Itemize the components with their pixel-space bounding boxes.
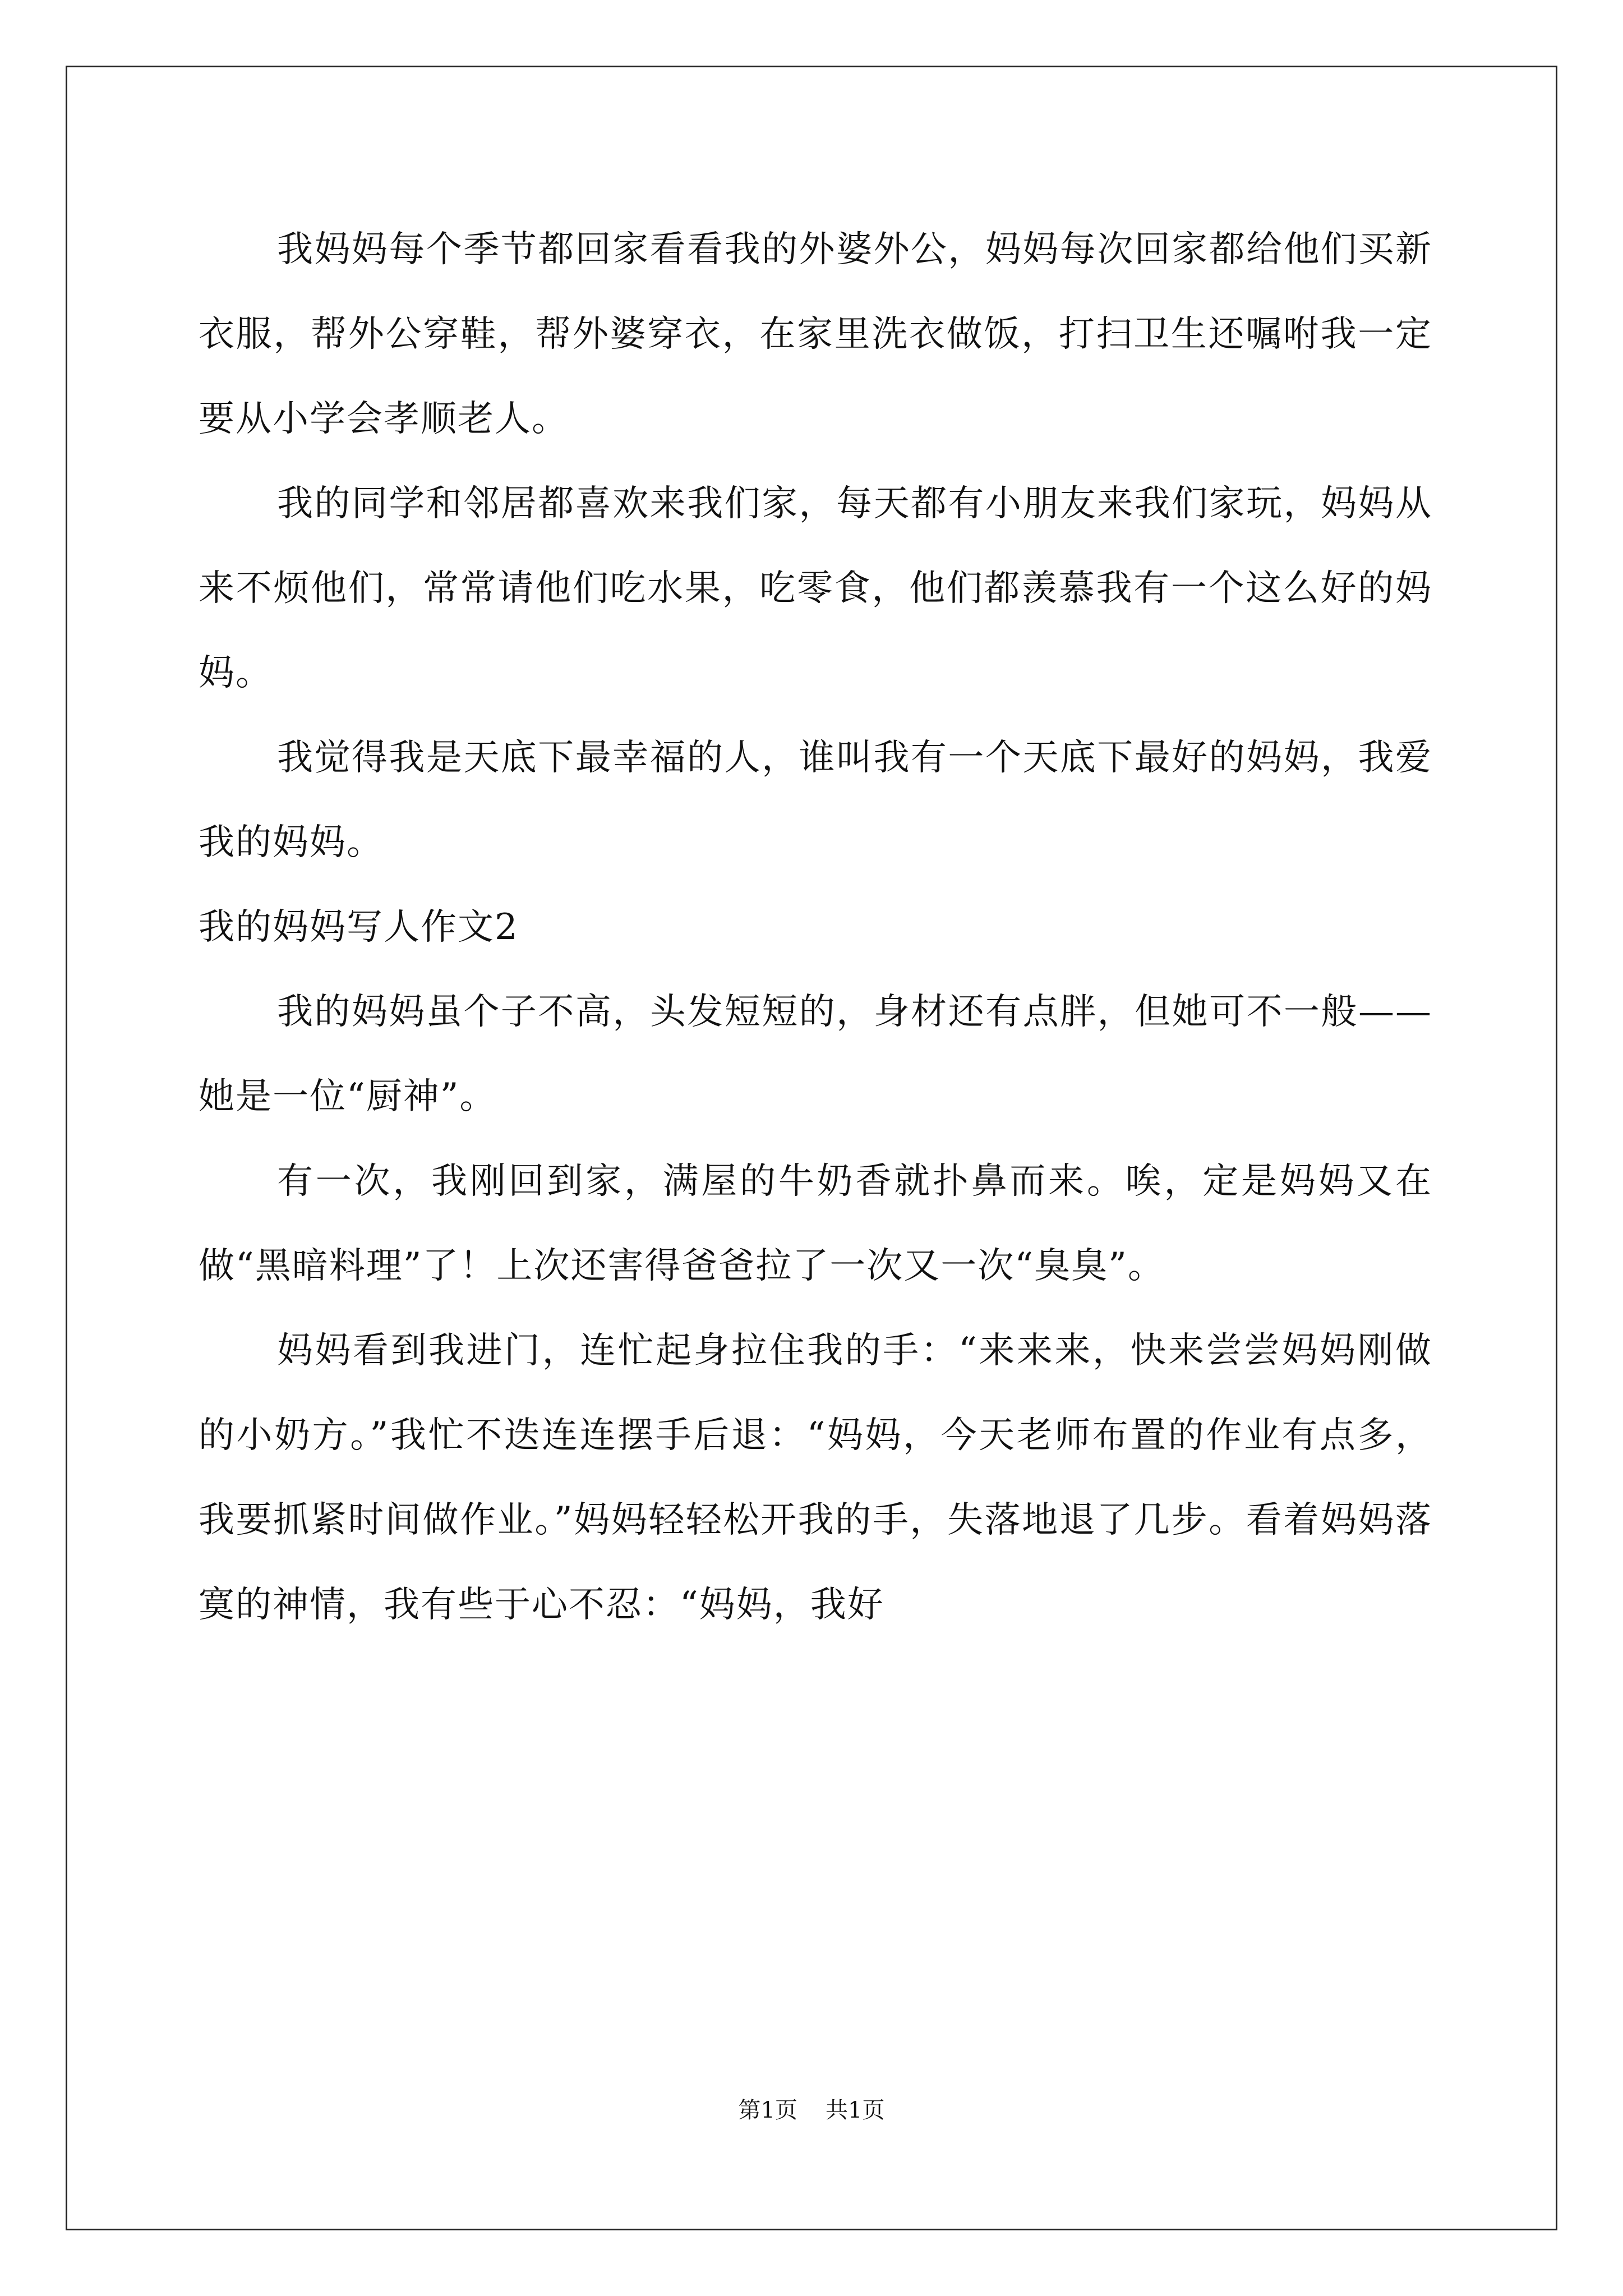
paragraph: 我的同学和邻居都喜欢来我们家，每天都有小朋友来我们家玩，妈妈从来不烦他们，常常请他们吃水果，吃零食，他们都羡慕我有一个这么好的妈妈。 (199, 483, 1432, 694)
paragraph: 妈妈看到我进门，连忙起身拉住我的手：“来来来，快来尝尝妈妈刚做的小奶方。”我忙不迭连连摆手后退：“妈妈，今天老师布置的作业有点多，我要抓紧时间做作业。”妈妈轻轻松开我的手，失落地退了几步。看着妈妈落寞的神情，我有些于心不忍：“妈妈，我好 (199, 1330, 1432, 1626)
paragraph: 有一次，我刚回到家，满屋的牛奶香就扑鼻而来。唉，定是妈妈又在做“黑暗料理”了！上次还害得爸爸拉了一次又一次“臭臭”。 (199, 1161, 1432, 1287)
page-number: 第1页 (738, 2097, 797, 2123)
section-heading: 我的妈妈写人作文2 (199, 907, 519, 948)
document-body (199, 208, 1432, 1648)
page-footer (0, 2096, 1623, 2124)
paragraph: 我觉得我是天底下最幸福的人，谁叫我有一个天底下最好的妈妈，我爱我的妈妈。 (199, 737, 1432, 863)
paragraph: 我的妈妈虽个子不高，头发短短的，身材还有点胖，但她可不一般——她是一位“厨神”。 (199, 991, 1432, 1117)
paragraph: 我妈妈每个季节都回家看看我的外婆外公，妈妈每次回家都给他们买新衣服，帮外公穿鞋，帮外婆穿衣，在家里洗衣做饭，打扫卫生还嘱咐我一定要从小学会孝顺老人。 (199, 229, 1432, 440)
page-total: 共1页 (826, 2097, 885, 2123)
